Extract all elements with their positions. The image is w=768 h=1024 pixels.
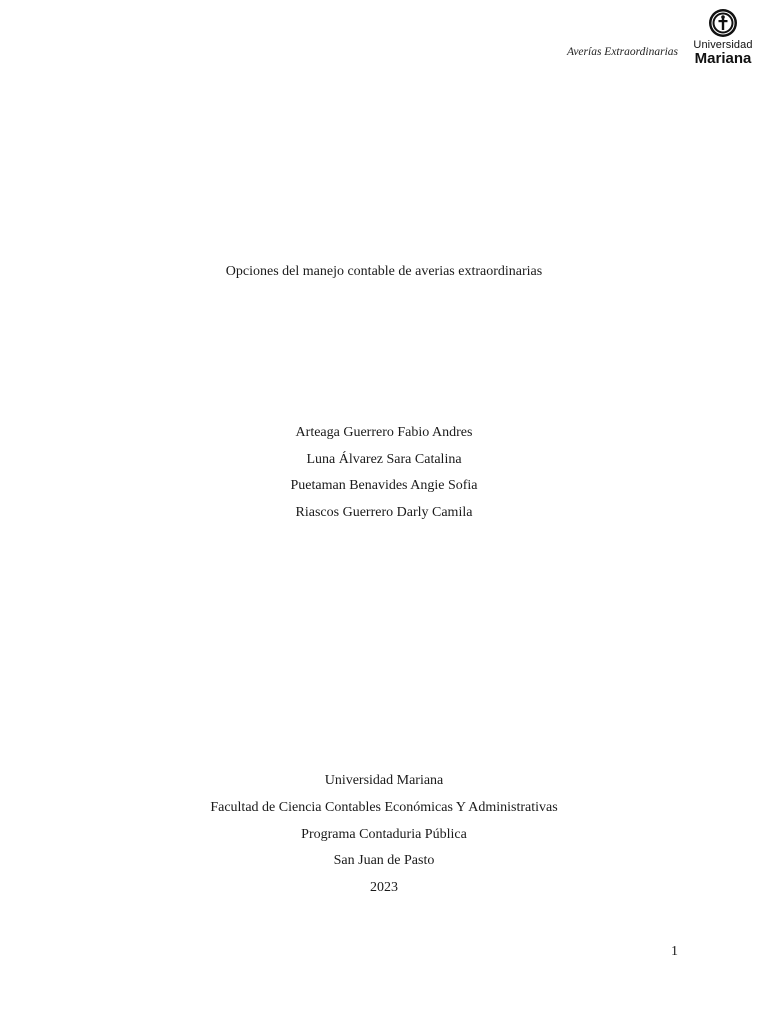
institution-block xyxy=(0,773,768,907)
institution-university: Universidad Mariana xyxy=(324,773,444,788)
author-name: Luna Álvarez Sara Catalina xyxy=(306,451,462,467)
logo-text-universidad: Universidad xyxy=(693,39,753,51)
university-logo xyxy=(688,8,758,66)
author-name: Puetaman Benavides Angie Sofia xyxy=(290,478,478,493)
author-name: Arteaga Guerrero Fabio Andres xyxy=(295,425,473,440)
institution-program: Programa Contaduria Pública xyxy=(301,826,467,842)
page-number: 1 xyxy=(671,944,678,959)
institution-faculty: Facultad de Ciencia Contables Económicas Y Administrativas xyxy=(210,799,558,815)
institution-year: 2023 xyxy=(370,880,398,896)
running-head: Averías Extraordinarias xyxy=(566,46,678,58)
institution-city: San Juan de Pasto xyxy=(333,853,435,869)
author-list xyxy=(0,425,768,531)
logo-text-mariana: Mariana xyxy=(694,50,752,67)
author-name: Riascos Guerrero Darly Camila xyxy=(295,504,473,520)
university-seal-icon xyxy=(708,8,738,38)
document-title: Opciones del manejo contable de averias extraordinarias xyxy=(225,264,543,279)
